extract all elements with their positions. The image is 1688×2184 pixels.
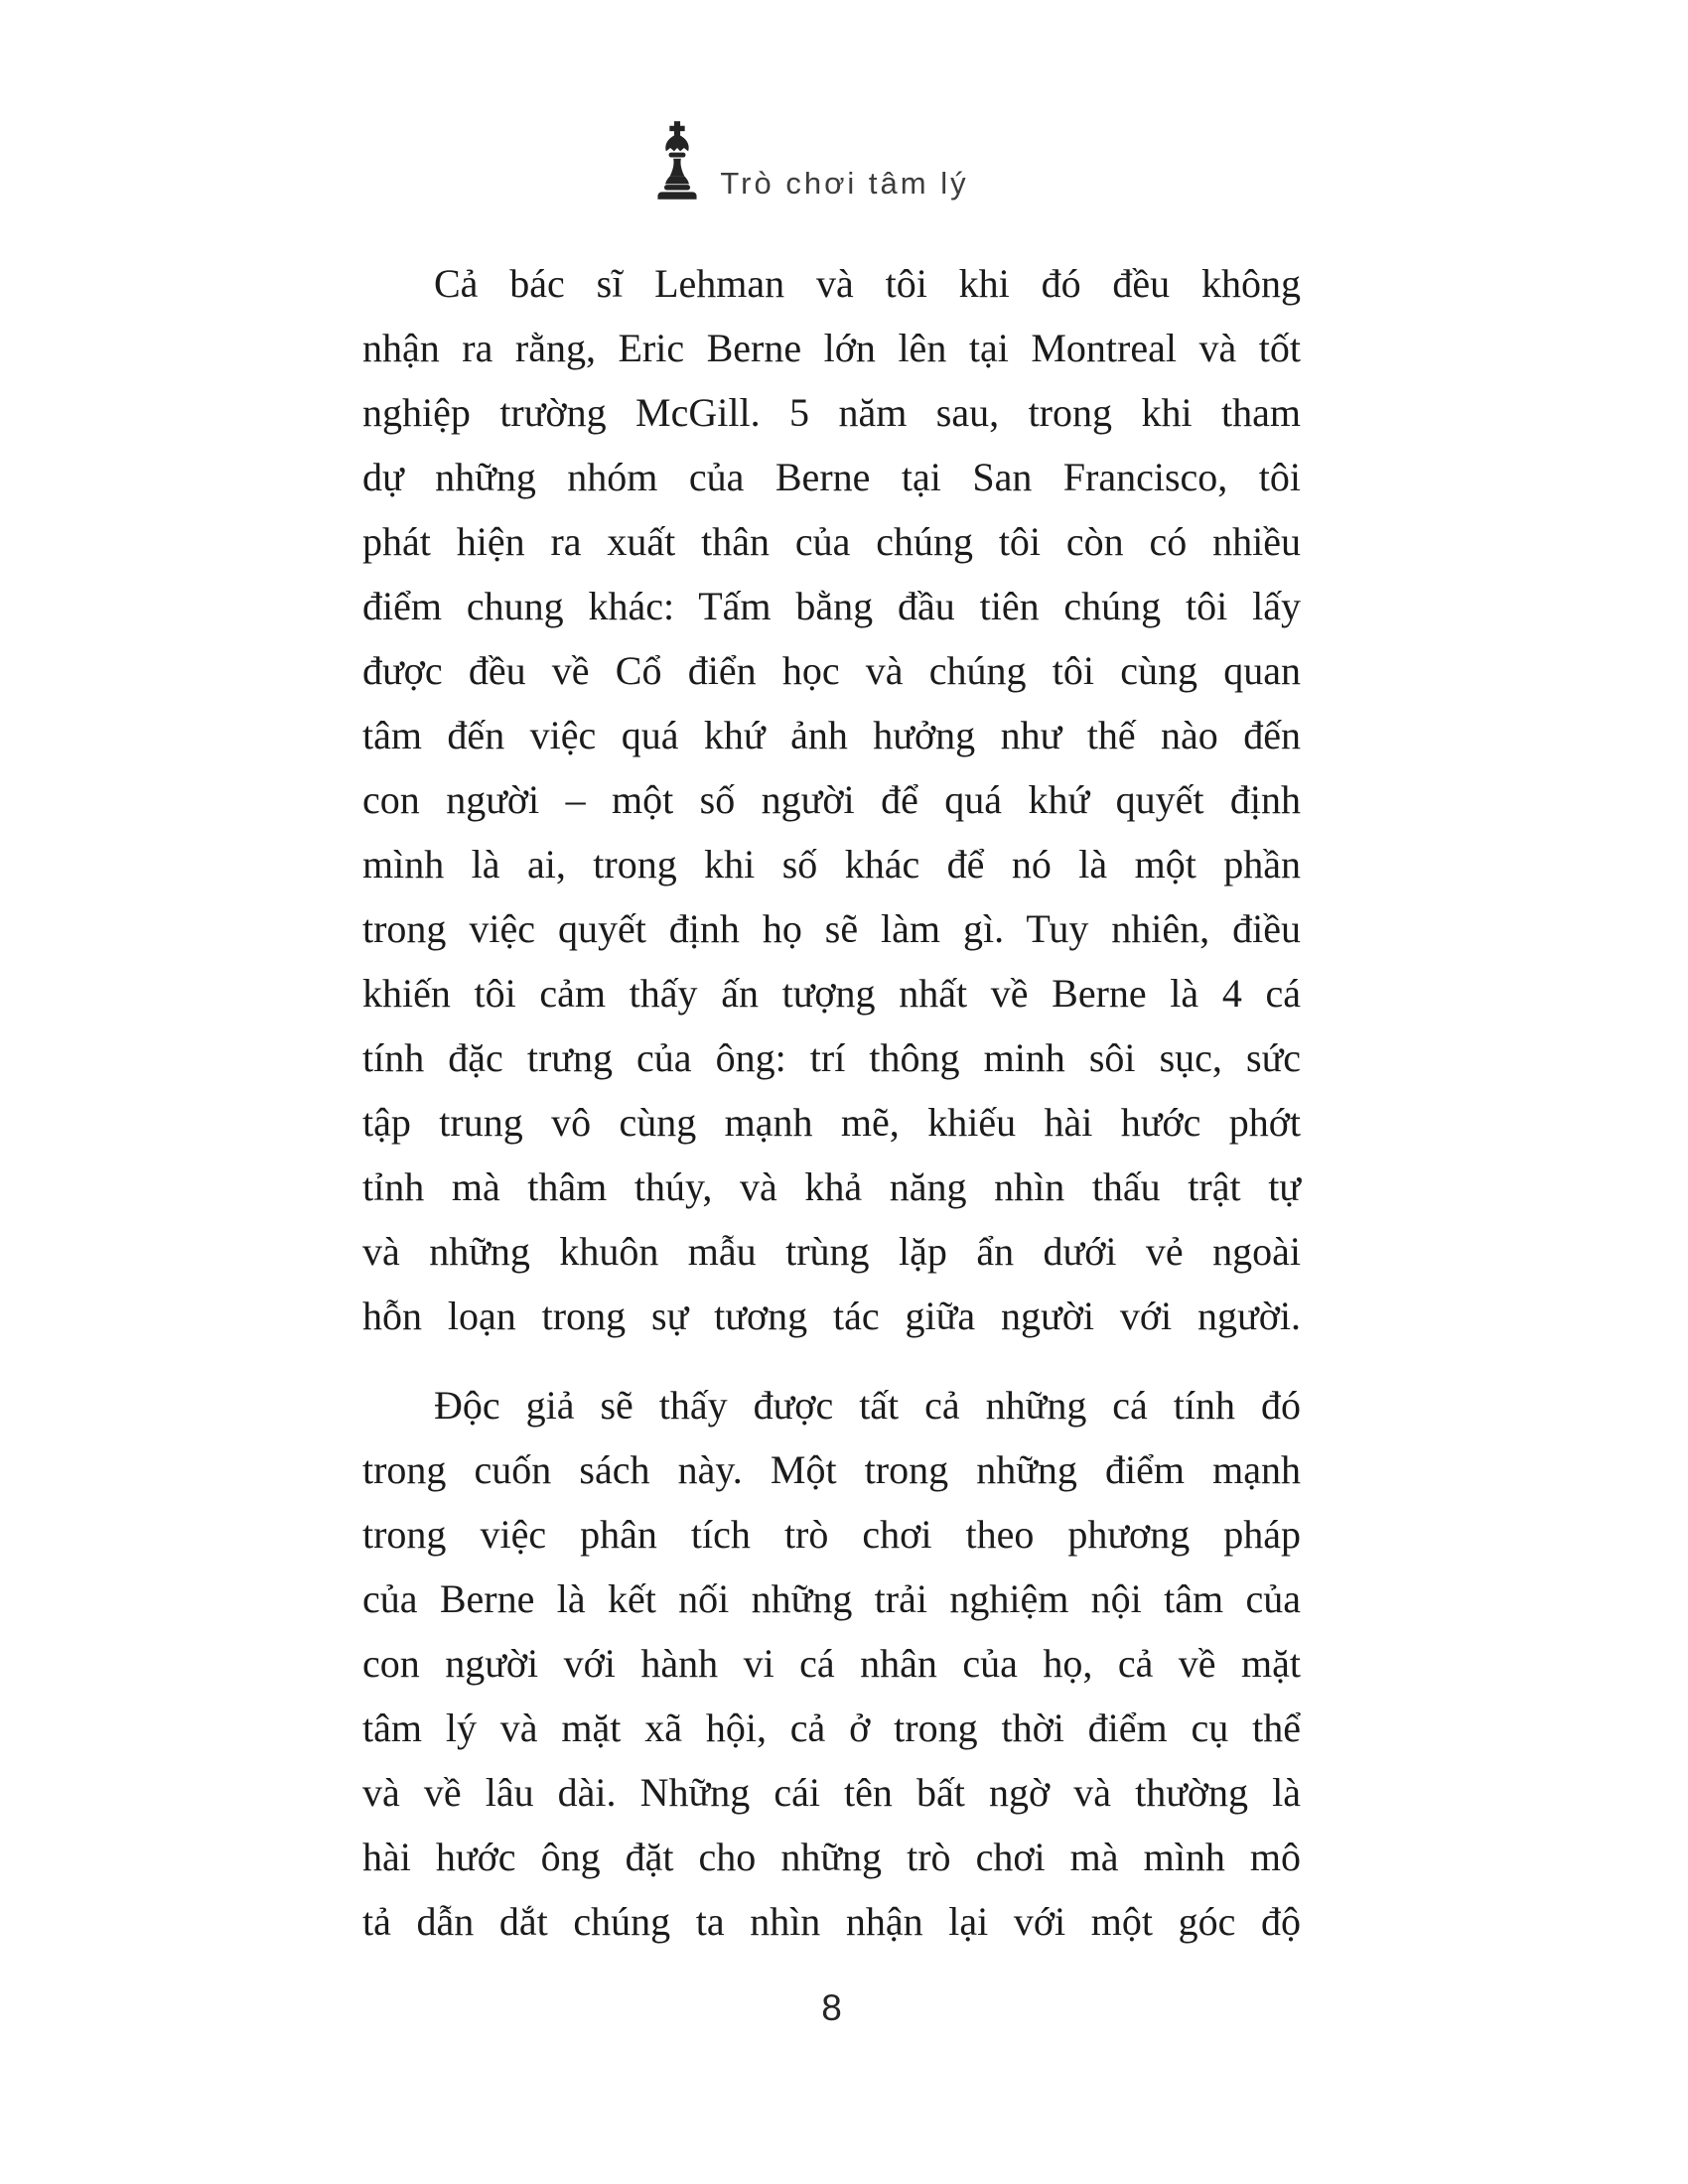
paragraph bbox=[362, 1373, 1301, 1954]
text-line: nhận ra rằng, Eric Berne lớn lên tại Montreal và tốt bbox=[362, 326, 1301, 370]
text-line: trong cuốn sách này. Một trong những điểm mạnh bbox=[362, 1447, 1301, 1492]
body-text-block bbox=[362, 251, 1301, 1954]
text-line: khiến tôi cảm thấy ấn tượng nhất về Berne là 4 cá bbox=[362, 971, 1301, 1016]
text-line: tỉnh mà thâm thúy, và khả năng nhìn thấu trật tự bbox=[362, 1164, 1301, 1209]
running-header-title: Trò chơi tâm lý bbox=[720, 166, 969, 201]
text-line: Cả bác sĩ Lehman và tôi khi đó đều không bbox=[434, 261, 1301, 306]
text-line: dự những nhóm của Berne tại San Francisco, tôi bbox=[362, 455, 1301, 499]
text-line: được đều về Cổ điển học và chúng tôi cùng quan bbox=[362, 648, 1301, 693]
text-line: tâm đến việc quá khứ ảnh hưởng như thế nào đến bbox=[362, 713, 1301, 757]
text-line: điểm chung khác: Tấm bằng đầu tiên chúng tôi lấy bbox=[362, 584, 1301, 628]
chess-king-icon bbox=[654, 119, 700, 203]
text-line: hài hước ông đặt cho những trò chơi mà mình mô bbox=[362, 1835, 1301, 1879]
text-line: trong việc phân tích trò chơi theo phương pháp bbox=[362, 1512, 1301, 1557]
paragraph bbox=[362, 251, 1301, 1348]
text-line: con người – một số người để quá khứ quyết định bbox=[362, 777, 1301, 822]
text-line: trong việc quyết định họ sẽ làm gì. Tuy nhiên, điều bbox=[362, 906, 1301, 951]
text-line: của Berne là kết nối những trải nghiệm nội tâm của bbox=[362, 1576, 1301, 1621]
text-line: Độc giả sẽ thấy được tất cả những cá tính đó bbox=[434, 1383, 1301, 1428]
text-line: con người với hành vi cá nhân của họ, cả về mặt bbox=[362, 1641, 1301, 1686]
text-line: tả dẫn dắt chúng ta nhìn nhận lại với một góc độ bbox=[362, 1899, 1301, 1944]
text-line: tâm lý và mặt xã hội, cả ở trong thời điểm cụ thể bbox=[362, 1706, 1301, 1750]
text-line: tính đặc trưng của ông: trí thông minh sôi sục, sức bbox=[362, 1035, 1301, 1080]
text-line: tập trung vô cùng mạnh mẽ, khiếu hài hước phớt bbox=[362, 1100, 1301, 1145]
text-line: nghiệp trường McGill. 5 năm sau, trong khi tham bbox=[362, 390, 1301, 435]
page-number: 8 bbox=[821, 1987, 842, 2028]
text-line: phát hiện ra xuất thân của chúng tôi còn có nhiều bbox=[362, 519, 1301, 564]
text-line: mình là ai, trong khi số khác để nó là một phần bbox=[362, 842, 1301, 887]
text-line: và những khuôn mẫu trùng lặp ẩn dưới vẻ ngoài bbox=[362, 1229, 1301, 1274]
text-line: và về lâu dài. Những cái tên bất ngờ và thường là bbox=[362, 1770, 1301, 1815]
text-line: hỗn loạn trong sự tương tác giữa người với người. bbox=[362, 1294, 1301, 1338]
running-header bbox=[343, 117, 1281, 203]
